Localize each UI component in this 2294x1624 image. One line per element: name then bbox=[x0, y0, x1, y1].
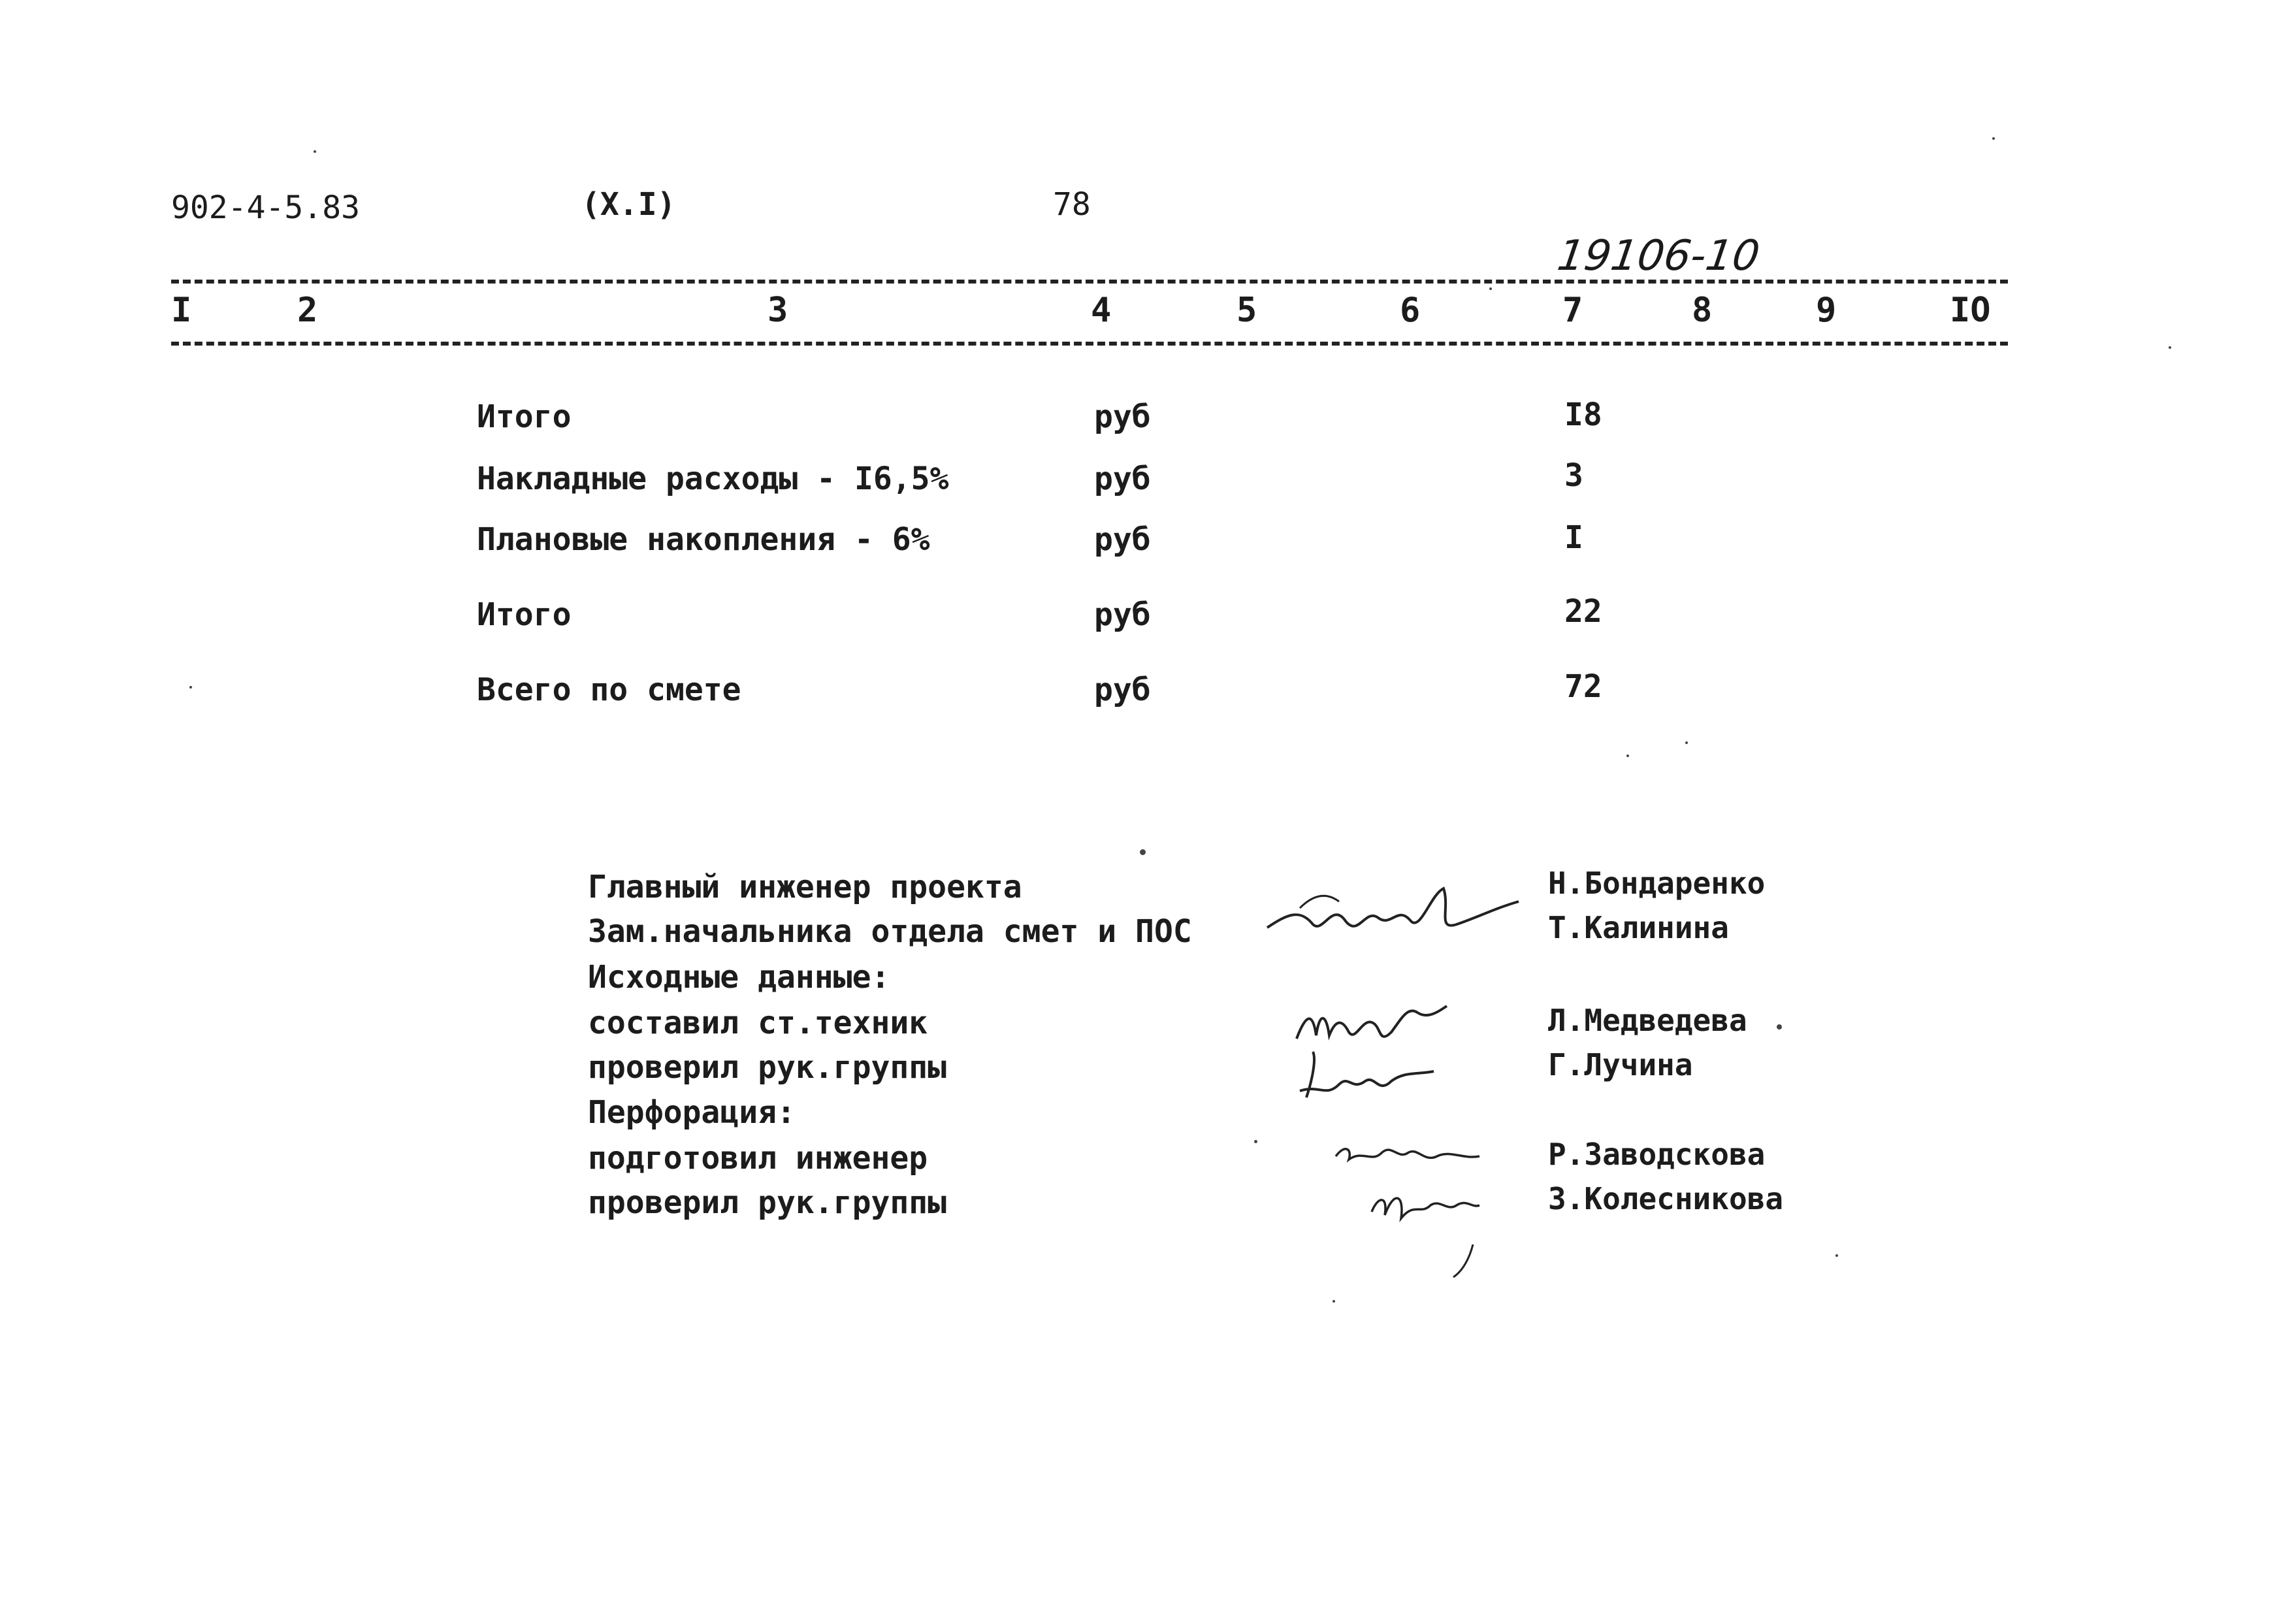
handwritten-signature bbox=[1293, 1045, 1437, 1111]
table-row-unit: руб bbox=[1094, 521, 1151, 558]
signature-role-label: составил ст.техник bbox=[588, 1005, 928, 1041]
column-number-10: IO bbox=[1950, 291, 1991, 330]
document-code: 902-4-5.83 bbox=[171, 189, 360, 226]
scan-speck bbox=[1333, 1300, 1335, 1303]
column-number-1: I bbox=[171, 291, 192, 330]
column-number-4: 4 bbox=[1091, 291, 1112, 330]
signatory-name: Л.Медведева bbox=[1548, 1003, 1747, 1038]
scan-speck bbox=[1685, 741, 1688, 744]
column-number-2: 2 bbox=[297, 291, 318, 330]
signature-role-label: проверил рук.группы bbox=[588, 1049, 947, 1086]
column-number-8: 8 bbox=[1692, 291, 1713, 330]
handwritten-signature bbox=[1365, 1176, 1483, 1235]
signature-role-label: Зам.начальника отдела смет и ПОС bbox=[588, 913, 1192, 950]
signature-role-label: проверил рук.группы bbox=[588, 1184, 947, 1221]
table-row-name: Итого bbox=[477, 596, 572, 633]
table-row-value: 72 bbox=[1564, 668, 1602, 705]
scan-speck bbox=[1489, 287, 1492, 290]
scan-speck bbox=[1626, 755, 1629, 757]
table-top-rule bbox=[171, 280, 2008, 284]
scan-speck bbox=[1835, 1254, 1838, 1257]
table-row-name: Всего по смете bbox=[477, 672, 741, 708]
signatory-name: Р.Заводскова bbox=[1548, 1137, 1766, 1172]
page-number: 78 bbox=[1053, 186, 1091, 223]
handwritten-inventory-number: 19106-10 bbox=[1554, 232, 1763, 280]
handwritten-signature bbox=[1333, 1130, 1483, 1176]
scan-speck bbox=[1992, 137, 1995, 140]
column-number-9: 9 bbox=[1816, 291, 1837, 330]
column-number-7: 7 bbox=[1562, 291, 1583, 330]
signatory-name: Т.Калинина bbox=[1548, 910, 1729, 945]
signature-role-label: подготовил инженер bbox=[588, 1140, 928, 1177]
handwritten-signature bbox=[1261, 869, 1522, 954]
table-row-unit: руб bbox=[1094, 398, 1151, 435]
signature-section-heading: Исходные данные: bbox=[588, 959, 890, 996]
scan-speck bbox=[2169, 346, 2171, 349]
scan-speck bbox=[189, 686, 192, 689]
table-header-bottom-rule bbox=[171, 342, 2008, 346]
table-row-name: Накладные расходы - I6,5% bbox=[477, 461, 949, 497]
signature-role-label: Главный инженер проекта bbox=[588, 869, 1022, 905]
table-row-unit: руб bbox=[1094, 461, 1151, 497]
scan-speck bbox=[1777, 1024, 1782, 1030]
table-row-value: I bbox=[1564, 519, 1583, 556]
scan-speck bbox=[314, 150, 316, 153]
pen-mark bbox=[1450, 1241, 1476, 1280]
column-number-5: 5 bbox=[1236, 291, 1257, 330]
scan-speck bbox=[1140, 849, 1146, 855]
column-number-6: 6 bbox=[1400, 291, 1421, 330]
table-row-value: 3 bbox=[1564, 457, 1583, 494]
table-row-value: I8 bbox=[1564, 397, 1602, 433]
signature-section-heading: Перфорация: bbox=[588, 1094, 796, 1131]
table-row-name: Итого bbox=[477, 398, 572, 435]
handwritten-signature bbox=[1293, 993, 1450, 1052]
column-number-3: 3 bbox=[767, 291, 788, 330]
signatory-name: Г.Лучина bbox=[1548, 1047, 1693, 1082]
signatory-name: Н.Бондаренко bbox=[1548, 866, 1766, 901]
table-row-name: Плановые накопления - 6% bbox=[477, 521, 930, 558]
table-row-value: 22 bbox=[1564, 593, 1602, 630]
section-code: (X.I) bbox=[581, 186, 676, 223]
scan-speck bbox=[1254, 1140, 1257, 1143]
signatory-name: З.Колесникова bbox=[1548, 1181, 1784, 1216]
table-row-unit: руб bbox=[1094, 672, 1151, 708]
table-row-unit: руб bbox=[1094, 596, 1151, 633]
